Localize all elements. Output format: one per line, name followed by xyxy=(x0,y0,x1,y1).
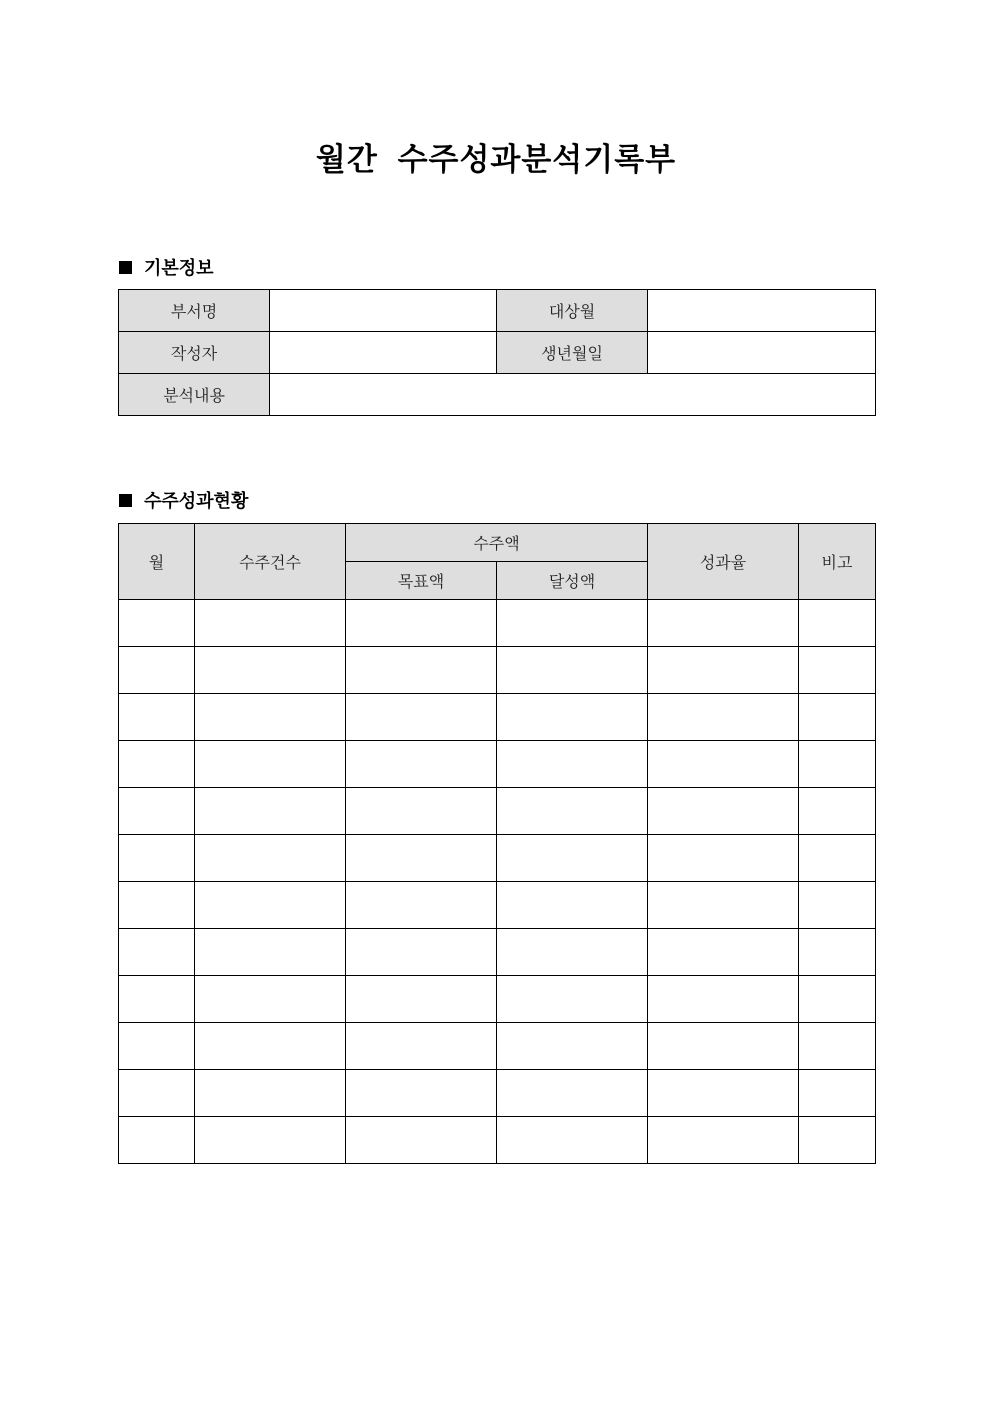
performance-rate-cell[interactable] xyxy=(648,835,799,882)
month-cell[interactable] xyxy=(119,976,195,1023)
section-heading-basic-info xyxy=(119,254,214,280)
table-row xyxy=(119,741,876,788)
column-header-target-amount: 목표액 xyxy=(346,562,497,600)
remarks-cell[interactable] xyxy=(799,882,876,929)
target-amount-cell[interactable] xyxy=(346,600,497,647)
month-cell[interactable] xyxy=(119,835,195,882)
achieved-amount-cell[interactable] xyxy=(497,929,648,976)
order-count-cell[interactable] xyxy=(195,835,346,882)
performance-rate-cell[interactable] xyxy=(648,694,799,741)
performance-rate-cell[interactable] xyxy=(648,929,799,976)
column-header-order-amount: 수주액 xyxy=(346,524,648,562)
performance-rate-cell[interactable] xyxy=(648,741,799,788)
month-cell[interactable] xyxy=(119,788,195,835)
target-amount-cell[interactable] xyxy=(346,929,497,976)
month-cell[interactable] xyxy=(119,741,195,788)
info-row xyxy=(119,332,876,374)
performance-rate-cell[interactable] xyxy=(648,1023,799,1070)
page-title: 월간 수주성과분석기록부 xyxy=(315,142,677,178)
target-amount-cell[interactable] xyxy=(346,741,497,788)
performance-rate-cell[interactable] xyxy=(648,600,799,647)
performance-rate-cell[interactable] xyxy=(648,976,799,1023)
table-row xyxy=(119,600,876,647)
table-row xyxy=(119,1117,876,1164)
remarks-cell[interactable] xyxy=(799,929,876,976)
achieved-amount-cell[interactable] xyxy=(497,1117,648,1164)
order-count-cell[interactable] xyxy=(195,929,346,976)
target-amount-cell[interactable] xyxy=(346,882,497,929)
department-label: 부서명 xyxy=(119,290,270,332)
target-amount-cell[interactable] xyxy=(346,1023,497,1070)
square-bullet-icon xyxy=(119,261,132,274)
order-count-cell[interactable] xyxy=(195,1070,346,1117)
order-count-cell[interactable] xyxy=(195,694,346,741)
performance-table xyxy=(118,523,876,1164)
column-header-performance-rate: 성과율 xyxy=(648,524,799,600)
info-row xyxy=(119,374,876,416)
month-cell[interactable] xyxy=(119,1117,195,1164)
birthdate-field[interactable] xyxy=(648,332,876,374)
header-row xyxy=(119,524,876,562)
column-header-achieved-amount: 달성액 xyxy=(497,562,648,600)
table-row xyxy=(119,976,876,1023)
month-cell[interactable] xyxy=(119,600,195,647)
month-cell[interactable] xyxy=(119,694,195,741)
performance-table-body xyxy=(119,600,876,1164)
target-amount-cell[interactable] xyxy=(346,1070,497,1117)
analysis-label: 분석내용 xyxy=(119,374,270,416)
square-bullet-icon xyxy=(119,494,132,507)
remarks-cell[interactable] xyxy=(799,835,876,882)
achieved-amount-cell[interactable] xyxy=(497,600,648,647)
table-row xyxy=(119,882,876,929)
order-count-cell[interactable] xyxy=(195,1023,346,1070)
month-cell[interactable] xyxy=(119,1070,195,1117)
order-count-cell[interactable] xyxy=(195,1117,346,1164)
achieved-amount-cell[interactable] xyxy=(497,694,648,741)
target-amount-cell[interactable] xyxy=(346,647,497,694)
basic-info-table xyxy=(118,289,876,416)
section-heading-label: 기본정보 xyxy=(144,258,214,279)
target-month-label: 대상월 xyxy=(497,290,648,332)
author-field[interactable] xyxy=(270,332,497,374)
target-amount-cell[interactable] xyxy=(346,976,497,1023)
target-amount-cell[interactable] xyxy=(346,1117,497,1164)
remarks-cell[interactable] xyxy=(799,1023,876,1070)
remarks-cell[interactable] xyxy=(799,1117,876,1164)
table-row xyxy=(119,788,876,835)
column-header-order-count: 수주건수 xyxy=(195,524,346,600)
achieved-amount-cell[interactable] xyxy=(497,1070,648,1117)
remarks-cell[interactable] xyxy=(799,647,876,694)
performance-rate-cell[interactable] xyxy=(648,788,799,835)
remarks-cell[interactable] xyxy=(799,600,876,647)
order-count-cell[interactable] xyxy=(195,976,346,1023)
achieved-amount-cell[interactable] xyxy=(497,647,648,694)
order-count-cell[interactable] xyxy=(195,647,346,694)
info-row xyxy=(119,290,876,332)
performance-rate-cell[interactable] xyxy=(648,1117,799,1164)
month-cell[interactable] xyxy=(119,882,195,929)
achieved-amount-cell[interactable] xyxy=(497,835,648,882)
remarks-cell[interactable] xyxy=(799,976,876,1023)
section-heading-performance xyxy=(119,487,248,513)
target-amount-cell[interactable] xyxy=(346,694,497,741)
remarks-cell[interactable] xyxy=(799,741,876,788)
remarks-cell[interactable] xyxy=(799,694,876,741)
table-row xyxy=(119,835,876,882)
table-row xyxy=(119,647,876,694)
achieved-amount-cell[interactable] xyxy=(497,788,648,835)
target-amount-cell[interactable] xyxy=(346,788,497,835)
achieved-amount-cell[interactable] xyxy=(497,882,648,929)
remarks-cell[interactable] xyxy=(799,788,876,835)
month-cell[interactable] xyxy=(119,1023,195,1070)
analysis-field[interactable] xyxy=(270,374,876,416)
performance-rate-cell[interactable] xyxy=(648,647,799,694)
table-row xyxy=(119,1023,876,1070)
order-count-cell[interactable] xyxy=(195,600,346,647)
target-amount-cell[interactable] xyxy=(346,835,497,882)
performance-rate-cell[interactable] xyxy=(648,882,799,929)
order-count-cell[interactable] xyxy=(195,741,346,788)
department-field[interactable] xyxy=(270,290,497,332)
remarks-cell[interactable] xyxy=(799,1070,876,1117)
achieved-amount-cell[interactable] xyxy=(497,1023,648,1070)
performance-rate-cell[interactable] xyxy=(648,1070,799,1117)
month-cell[interactable] xyxy=(119,929,195,976)
birthdate-label: 생년월일 xyxy=(497,332,648,374)
section-heading-label: 수주성과현황 xyxy=(144,491,249,512)
column-header-remarks: 비고 xyxy=(799,524,876,600)
order-count-cell[interactable] xyxy=(195,882,346,929)
table-row xyxy=(119,929,876,976)
table-row xyxy=(119,1070,876,1117)
column-header-month: 월 xyxy=(119,524,195,600)
author-label: 작성자 xyxy=(119,332,270,374)
achieved-amount-cell[interactable] xyxy=(497,976,648,1023)
target-month-field[interactable] xyxy=(648,290,876,332)
achieved-amount-cell[interactable] xyxy=(497,741,648,788)
table-row xyxy=(119,694,876,741)
month-cell[interactable] xyxy=(119,647,195,694)
order-count-cell[interactable] xyxy=(195,788,346,835)
